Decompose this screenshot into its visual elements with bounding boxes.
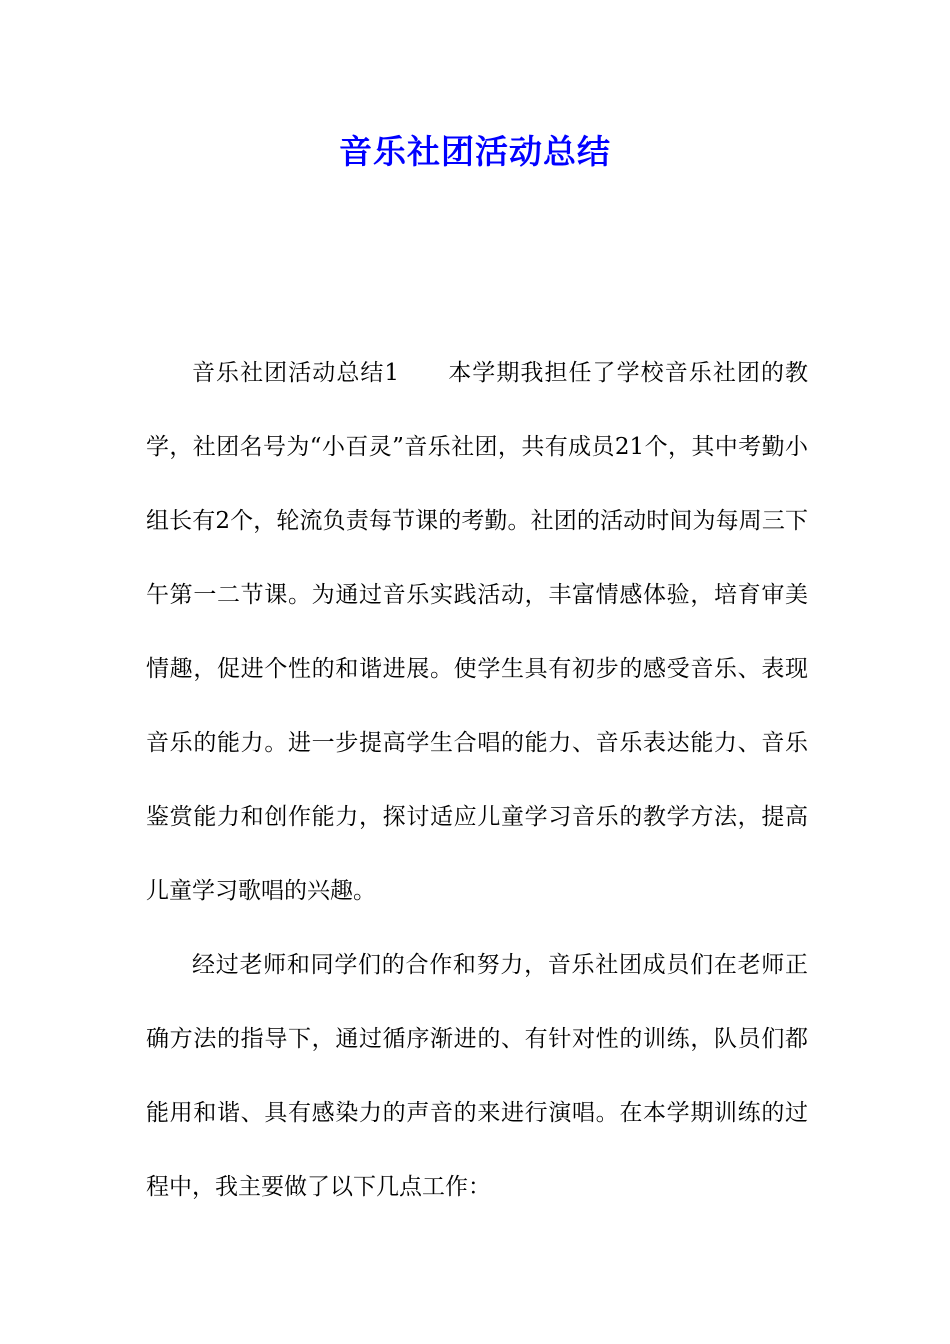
document-title: 音乐社团活动总结 bbox=[339, 132, 611, 171]
paragraph-2: 经过老师和同学们的合作和努力，音乐社团成员们在老师正确方法的指导下，通过循序渐进的、有针对性的训练，队员们都能用和谐、具有感染力的声音的来进行演唱。在本学期训练的过程中，我主要做了以下几点工作： bbox=[146, 952, 808, 1200]
paragraph-1: 音乐社团活动总结1 本学期我担任了学校音乐社团的教学，社团名号为“小百灵”音乐社团，共有成员21个，其中考勤小组长有2个，轮流负责每节课的考勤。社团的活动时间为每周三下午第一二节课。为通过音乐实践活动，丰富情感体验，培育审美情趣，促进个性的和谐进展。使学生具有初步的感受音乐、表现音乐的能力。进一步提高学生合唱的能力、音乐表达能力、音乐鉴赏能力和创作能力，探讨适应儿童学习音乐的教学方法，提高儿童学习歌唱的兴趣。 bbox=[146, 360, 808, 904]
document-body bbox=[146, 336, 808, 1224]
